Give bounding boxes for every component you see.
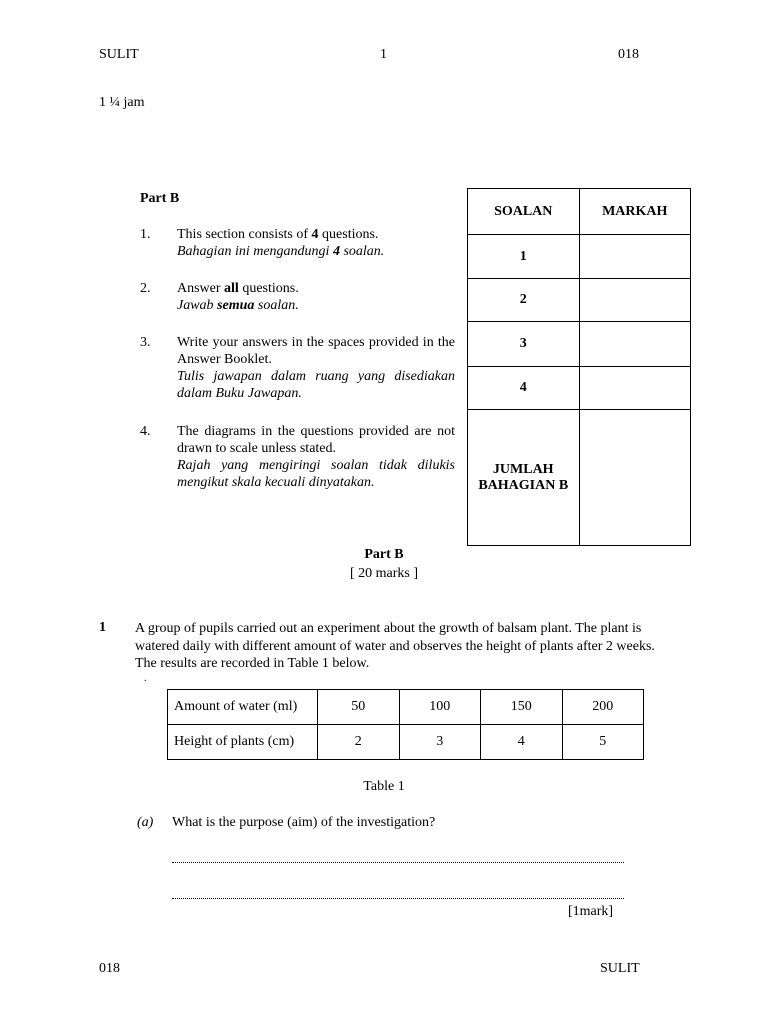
table-row [168,725,644,760]
paper-code: 018 [618,47,639,62]
table-cell: 50 [318,690,400,725]
instruction-english: Answer all questions. [177,281,299,296]
exam-duration: 1 ¼ jam [99,95,145,110]
question-number: 2 [468,279,580,322]
instruction-malay: Rajah yang mengiringi soalan tidak dilukis mengikut skala kecuali dinyatakan. [177,458,455,490]
mark-cell [579,367,691,410]
instruction-english: Write your answers in the spaces provided in the Answer Booklet. [177,335,455,367]
marks-table [467,188,691,546]
question-text: A group of pupils carried out an experiment about the growth of balsam plant. The plant is watered daily with different amount of water and observes the height of plants after 2 weeks. The results are recorded in Table 1 below. [135,621,655,671]
table-caption: Table 1 [363,779,405,794]
marks-row [468,279,691,322]
table-cell: 200 [562,690,644,725]
total-mark-cell [579,410,691,546]
marks-total-row [468,410,691,546]
instruction-4 [140,423,455,491]
question-number: 1 [468,235,580,279]
part-b-heading: Part B [140,191,180,206]
page-number: 1 [380,47,387,62]
question-number: 1 [99,620,106,635]
col-markah: MARKAH [579,189,691,235]
instruction-english: This section consists of 4 questions. [177,227,379,242]
row-label: Height of plants (cm) [168,725,318,760]
marks-row [468,322,691,367]
instruction-malay: Tulis jawapan dalam ruang yang disediakan dalam Buku Jawapan. [177,369,455,401]
instruction-number: 4. [140,424,151,439]
instruction-2 [140,280,455,314]
mark-cell [579,235,691,279]
instruction-english: The diagrams in the questions provided are not drawn to scale unless stated. [177,424,455,456]
answer-line[interactable] [172,862,624,863]
instruction-malay: Jawab semua soalan. [177,298,299,313]
instruction-1 [140,226,455,260]
subquestion-label: (a) [137,815,154,830]
marks-row [468,235,691,279]
mark-allocation: [1mark] [568,904,614,919]
table-cell: 3 [399,725,481,760]
footer-sulit: SULIT [600,961,640,976]
instruction-malay: Bahagian ini mengandungi 4 soalan. [177,244,385,259]
header-sulit: SULIT [99,47,139,62]
instruction-number: 3. [140,335,151,350]
marks-header-row [468,189,691,235]
table-cell: 5 [562,725,644,760]
instruction-number: 2. [140,281,151,296]
marks-row [468,367,691,410]
table-cell: 100 [399,690,481,725]
footer-code: 018 [99,961,120,976]
col-soalan: SOALAN [468,189,580,235]
answer-line[interactable] [172,898,624,899]
mark-cell [579,322,691,367]
row-label: Amount of water (ml) [168,690,318,725]
subquestion-text: What is the purpose (aim) of the investigation? [172,815,436,830]
mark-cell [579,279,691,322]
question-number: 4 [468,367,580,410]
instruction-number: 1. [140,227,151,242]
table-cell: 150 [481,690,563,725]
table-cell: 2 [318,725,400,760]
section-marks: [ 20 marks ] [349,566,419,581]
table-row [168,690,644,725]
section-title: Part B [364,547,404,562]
question-number: 3 [468,322,580,367]
total-label: JUMLAH BAHAGIAN B [468,410,580,546]
table-cell: 4 [481,725,563,760]
stray-dot: . [144,673,147,684]
instruction-3 [140,334,455,402]
results-table [167,689,644,760]
